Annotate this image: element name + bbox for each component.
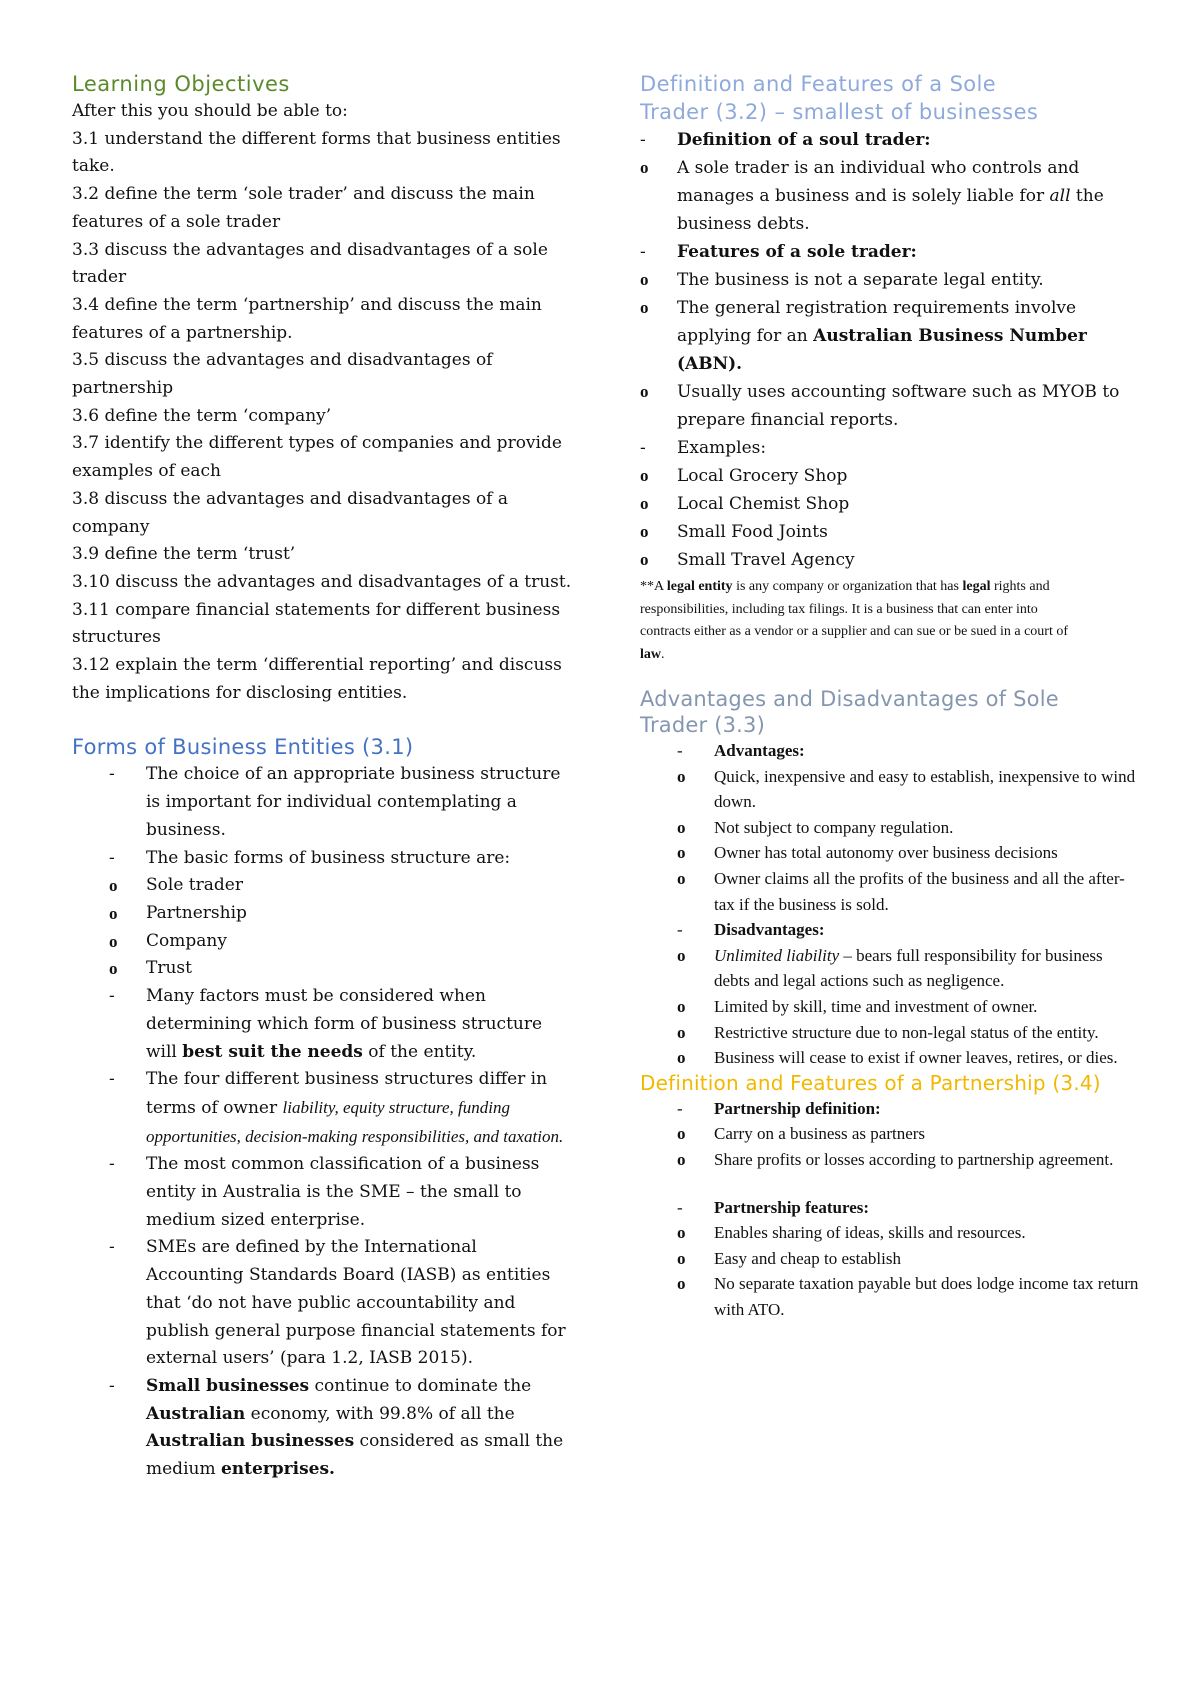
legal-entity-note: **A legal entity is any company or organization that has legal rights and responsibilities, including tax filings. It is a business that can enter into contracts either as a vendor or a supplier and can sue or be sued in a court of law. bbox=[640, 579, 1069, 662]
list-item: o Unlimited liability – bears full responsibility for business debts and legal actions such as negligence. bbox=[640, 943, 1140, 994]
objective-item: 3.10 discuss the advantages and disadvantages of a trust. bbox=[72, 571, 572, 592]
list-item: o Easy and cheap to establish bbox=[640, 1246, 1140, 1272]
list-item: - Examples: o Local Grocery Shop o Local Chemist Shop o Small Food Joints o Small Travel Agency bbox=[603, 434, 1140, 574]
list-item: - Partnership features: o Enables sharing of ideas, skills and resources. o Easy and cheap to establish o No separate taxation payable but does lodge income tax return with ATO. bbox=[640, 1195, 1140, 1323]
partnership-list bbox=[640, 1096, 1140, 1323]
list-item: o The general registration requirements involve applying for an Australian Business Number (ABN). bbox=[603, 294, 1140, 378]
list-item: o Business will cease to exist if owner leaves, retires, or dies. bbox=[640, 1045, 1140, 1071]
list-item: o Trust bbox=[72, 955, 572, 983]
list-item: o No separate taxation payable but does lodge income tax return with ATO. bbox=[640, 1271, 1140, 1322]
objective-item: 3.4 define the term ‘partnership’ and discuss the main features of a partnership. bbox=[72, 294, 542, 343]
list-item: o Small Travel Agency bbox=[603, 546, 1140, 574]
sole-trader-heading: Definition and Features of a Sole Trader (3.2) – smallest of businesses bbox=[640, 72, 1039, 124]
list-item: o Sole trader bbox=[72, 872, 572, 900]
list-item: o Partnership bbox=[72, 900, 572, 928]
list-item: o Company bbox=[72, 928, 572, 956]
objective-item: 3.3 discuss the advantages and disadvantages of a sole trader bbox=[72, 239, 548, 288]
objective-item: 3.2 define the term ‘sole trader’ and discuss the main features of a sole trader bbox=[72, 184, 535, 232]
list-item: o Local Grocery Shop bbox=[603, 462, 1140, 490]
learning-objectives-heading: Learning Objectives bbox=[72, 72, 290, 96]
list-item: o Small Food Joints bbox=[603, 518, 1140, 546]
advantages-list bbox=[640, 738, 1140, 1071]
list-item: o Owner has total autonomy over business decisions bbox=[640, 840, 1140, 866]
list-item: o Owner claims all the profits of the business and all the after-tax if the business is sold. bbox=[640, 866, 1140, 917]
list-item: o Share profits or losses according to partnership agreement. bbox=[640, 1147, 1140, 1173]
right-column bbox=[640, 70, 1140, 1322]
left-column bbox=[72, 70, 572, 1484]
list-item: o Restrictive structure due to non-legal status of the entity. bbox=[640, 1020, 1140, 1046]
sole-trader-list bbox=[603, 126, 1140, 574]
partnership-heading: Definition and Features of a Partnership (3.4) bbox=[640, 1070, 1101, 1095]
list-item: - Partnership definition: o Carry on a business as partners o Share profits or losses according to partnership agreement. bbox=[640, 1096, 1140, 1173]
objective-item: 3.6 define the term ‘company’ bbox=[72, 405, 332, 426]
objectives-intro: After this you should be able to: bbox=[72, 101, 348, 121]
list-item: - Many factors must be considered when determining which form of business structure will best suit the needs of the entity. bbox=[72, 983, 572, 1066]
advantages-heading: Advantages and Disadvantages of Sole Trader (3.3) bbox=[640, 687, 1059, 737]
list-item: - The four different business structures differ in terms of owner liability, equity structure, funding opportunities, decision-making responsibilities, and taxation. bbox=[72, 1066, 572, 1151]
list-item: - Features of a sole trader: o The business is not a separate legal entity. o The general registration requirements involve applying for an Australian Business Number (ABN). o Usually uses accounting software such as MYOB to prepare financial reports. bbox=[603, 238, 1140, 434]
list-item: - Definition of a soul trader: o A sole trader is an individual who controls and manages a business and is solely liable for all the business debts. bbox=[603, 126, 1140, 238]
list-item: - The basic forms of business structure are: o Sole trader o Partnership o Company o Trust bbox=[72, 845, 572, 984]
objective-item: 3.7 identify the different types of companies and provide examples of each bbox=[72, 433, 562, 482]
list-item: o The business is not a separate legal entity. bbox=[603, 266, 1140, 294]
list-item: o Enables sharing of ideas, skills and resources. bbox=[640, 1220, 1140, 1246]
list-item: o Local Chemist Shop bbox=[603, 490, 1140, 518]
list-item: - Advantages: o Quick, inexpensive and easy to establish, inexpensive to wind down. o Not subject to company regulation. o Owner has total autonomy over business decisions o Owner claims all the profits of the business and all the after-tax if the business is sold. bbox=[640, 738, 1140, 917]
list-item: o Limited by skill, time and investment of owner. bbox=[640, 994, 1140, 1020]
list-item: - Small businesses continue to dominate the Australian economy, with 99.8% of all the Australian businesses considered as small the medium enterprises. bbox=[72, 1373, 572, 1484]
list-item: o Usually uses accounting software such as MYOB to prepare financial reports. bbox=[603, 378, 1140, 434]
objective-item: 3.5 discuss the advantages and disadvantages of partnership bbox=[72, 350, 493, 399]
list-item: o Quick, inexpensive and easy to establish, inexpensive to wind down. bbox=[640, 764, 1140, 815]
objective-item: 3.12 explain the term ‘differential reporting’ and discuss the implications for disclosing entities. bbox=[72, 655, 562, 703]
list-item: - Disadvantages: o Unlimited liability – bears full responsibility for business debts and legal actions such as negligence. o Limited by skill, time and investment of owner. o Restrictive structure due to non-legal status of the entity. o Business will cease to exist if owner leaves, retires, or dies. bbox=[640, 917, 1140, 1071]
objective-item: 3.11 compare financial statements for different business structures bbox=[72, 599, 561, 648]
forms-list bbox=[72, 761, 572, 1483]
structure-types-list bbox=[72, 872, 572, 983]
list-item: o A sole trader is an individual who controls and manages a business and is solely liable for all the business debts. bbox=[603, 154, 1140, 238]
list-item: o Not subject to company regulation. bbox=[640, 815, 1140, 841]
list-item: o Carry on a business as partners bbox=[640, 1121, 1140, 1147]
forms-heading: Forms of Business Entities (3.1) bbox=[72, 735, 414, 760]
objective-item: 3.1 understand the different forms that business entities take. bbox=[72, 128, 561, 177]
objective-item: 3.8 discuss the advantages and disadvantages of a company bbox=[72, 488, 509, 537]
list-item: - SMEs are defined by the International Accounting Standards Board (IASB) as entities that ‘do not have public accountability and publish general purpose financial statements for external users’ (para 1.2, IASB 2015). bbox=[72, 1234, 572, 1373]
objective-item: 3.9 define the term ‘trust’ bbox=[72, 544, 296, 565]
objectives-list bbox=[72, 98, 572, 707]
list-item: - The most common classification of a business entity in Australia is the SME – the small to medium sized enterprise. bbox=[72, 1151, 572, 1234]
list-item: - The choice of an appropriate business structure is important for individual contemplating a business. bbox=[72, 761, 572, 844]
